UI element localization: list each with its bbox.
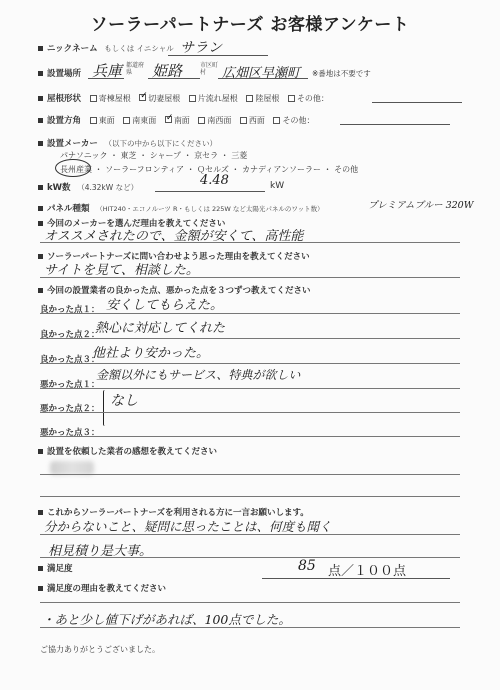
direction-option-5: その他：: [282, 116, 315, 125]
advice-answer-1[interactable]: 分からないこと、疑問に思ったことは、何度も聞く: [44, 519, 332, 534]
panel-label: パネル種類: [47, 204, 90, 214]
contact-line: [40, 277, 460, 278]
direction-checkbox-5[interactable]: [273, 117, 280, 124]
bullet-icon: [38, 71, 43, 76]
nickname-value[interactable]: サラン: [180, 40, 222, 56]
bad-line-1: [40, 388, 460, 389]
roof-checkbox-0[interactable]: [90, 95, 97, 102]
bad-answer-1[interactable]: 金額以外にもサービス、特典が欲しい: [96, 368, 301, 382]
direction-option-4: 西面: [248, 116, 265, 125]
page-title: ソーラーパートナーズ お客様アンケート: [90, 15, 410, 35]
pref-unit: 都道府県: [126, 62, 145, 76]
direction-checkbox-1[interactable]: [123, 117, 130, 124]
roof-label: 屋根形状: [47, 94, 82, 104]
bad-label-2: 悪かった点２：: [40, 404, 100, 414]
bullet-icon: [38, 510, 43, 515]
city-unit: 市区町村: [200, 62, 219, 76]
panel-row: [38, 202, 324, 214]
contact-answer[interactable]: サイトを見て、相談した。: [44, 263, 199, 278]
nickname-hint: もしくは イニシャル: [104, 44, 174, 53]
kw-unit: kW: [270, 181, 285, 191]
city-value[interactable]: 姫路: [152, 62, 183, 80]
maker-label: 設置メーカー: [47, 139, 98, 149]
satisfaction-value[interactable]: 85: [298, 558, 316, 574]
bullet-icon: [38, 288, 43, 293]
bullet-icon: [38, 566, 43, 571]
sat-reason-line-1: [40, 602, 460, 603]
advice-line-2: [40, 557, 460, 558]
impression-line-1: [40, 474, 460, 475]
direction-other-underline: [340, 124, 450, 125]
kw-hint: （4.32kW など）: [77, 183, 139, 192]
direction-label: 設置方角: [47, 116, 82, 126]
nickname-label: ニックネーム: [47, 44, 98, 54]
bad-label-3: 悪かった点３：: [40, 428, 100, 438]
town-value[interactable]: 広畑区早瀬町: [222, 66, 301, 81]
reason-label: 今回のメーカーを選んだ理由を教えてください: [47, 219, 226, 229]
roof-checkbox-1[interactable]: [139, 94, 146, 101]
good-label-2: 良かった点２：: [40, 330, 100, 340]
good-answer-1[interactable]: 安くしてもらえた。: [106, 298, 224, 313]
roof-option-3: 陸屋根: [255, 94, 280, 103]
impression-row: [38, 445, 217, 457]
kw-value[interactable]: 4.48: [200, 173, 229, 188]
location-note: ※番地は不要です: [312, 69, 371, 78]
kw-row: [38, 181, 138, 193]
roof-checkbox-4[interactable]: [288, 95, 295, 102]
good-label-1: 良かった点１：: [40, 305, 100, 315]
bullet-icon: [38, 46, 43, 51]
bad-label-1: 悪かった点１：: [40, 380, 100, 390]
roof-option-4: その他：: [296, 94, 329, 103]
bullet-icon: [38, 141, 43, 146]
maker-selected-circle: [55, 159, 91, 177]
satisfaction-unit: 点／１００点: [328, 564, 407, 579]
roof-options: [84, 94, 329, 103]
advice-answer-2[interactable]: 相見積り是大事。: [48, 544, 153, 559]
maker-hint: （以下の中から以下にください）: [104, 139, 218, 148]
good-line-3: [40, 363, 460, 364]
bullet-icon: [38, 96, 43, 101]
location-label: 設置場所: [47, 69, 82, 79]
panel-value[interactable]: プレミアムブルー 320W: [368, 200, 474, 211]
roof-option-1: 切妻屋根: [148, 94, 181, 103]
impression-line-2: [40, 496, 460, 497]
sat-reason-label: 満足度の理由を教えてください: [47, 584, 167, 594]
bad-line-2: [40, 412, 460, 413]
direction-row: [38, 114, 314, 126]
panel-hint: （HIT240・エコノルーツ R・もしくは 225W など太陽光パネルのワット数）: [96, 205, 324, 213]
direction-option-0: 東面: [98, 116, 115, 125]
direction-option-3: 南西面: [207, 116, 232, 125]
direction-checkbox-2[interactable]: [165, 116, 172, 123]
location-row: [38, 67, 81, 79]
roof-other-underline: [372, 102, 462, 103]
nickname-row: [38, 42, 174, 54]
footer-thanks: ご協力ありがとうございました。: [40, 645, 160, 654]
satisfaction-row: [38, 562, 73, 574]
bad-brace-mark: [103, 390, 111, 426]
roof-option-0: 寄棟屋根: [98, 94, 131, 103]
bad-answer-2[interactable]: なし: [110, 393, 138, 409]
bullet-icon: [38, 586, 43, 591]
roof-checkbox-2[interactable]: [189, 95, 196, 102]
bullet-icon: [38, 221, 43, 226]
direction-option-1: 南東面: [132, 116, 157, 125]
maker-row: [38, 137, 217, 149]
bullet-icon: [38, 185, 43, 190]
sat-reason-row: [38, 582, 166, 594]
kw-underline: [155, 191, 265, 192]
bullet-icon: [38, 449, 43, 454]
advice-line-1: [40, 534, 460, 535]
good-answer-3[interactable]: 他社より安かった。: [92, 346, 210, 361]
direction-options: [84, 116, 315, 125]
good-line-1: [40, 313, 460, 314]
roof-checkbox-3[interactable]: [246, 95, 253, 102]
redacted-text: [50, 461, 94, 475]
roof-row: [38, 92, 329, 104]
bullet-icon: [38, 118, 43, 123]
direction-checkbox-3[interactable]: [198, 117, 205, 124]
direction-option-2: 南面: [173, 116, 190, 125]
maker-line1: パナソニック ・ 東芝 ・ シャープ ・ 京セラ ・ 三菱: [60, 151, 248, 160]
reason-line: [40, 242, 460, 243]
sat-reason-answer[interactable]: ・あと少し値下げがあれば、100点でした。: [42, 612, 291, 627]
bad-line-3: [40, 436, 460, 437]
maker-line2: 長州産業 ・ ソーラーフロンティア ・ Ｑセルズ ・ カナディアンソーラー ・ その他: [60, 165, 359, 174]
points-label: 今回の設置業者の良かった点、悪かった点を３つずつ教えてください: [47, 286, 311, 296]
contact-label: ソーラーパートナーズに問い合わせよう思った理由を教えてください: [47, 252, 310, 262]
impression-label: 設置を依頼した業者の感想を教えてください: [47, 447, 218, 457]
bullet-icon: [38, 254, 43, 259]
pref-value[interactable]: 兵庫: [92, 62, 123, 80]
reason-answer[interactable]: オススメされたので、金額が安くて、高性能: [44, 229, 304, 244]
good-label-3: 良かった点３：: [40, 355, 100, 365]
good-answer-2[interactable]: 熱心に対応してくれた: [95, 321, 226, 336]
advice-label: これからソーラーパートナーズを利用される方に一言お願いします。: [47, 508, 309, 518]
good-line-2: [40, 338, 460, 339]
kw-label: kW数: [47, 183, 71, 193]
sat-reason-line-2: [40, 627, 460, 628]
roof-option-2: 片流れ屋根: [197, 94, 238, 103]
satisfaction-label: 満足度: [47, 564, 73, 574]
bullet-icon: [38, 206, 43, 211]
direction-checkbox-0[interactable]: [90, 117, 97, 124]
direction-checkbox-4[interactable]: [240, 117, 247, 124]
